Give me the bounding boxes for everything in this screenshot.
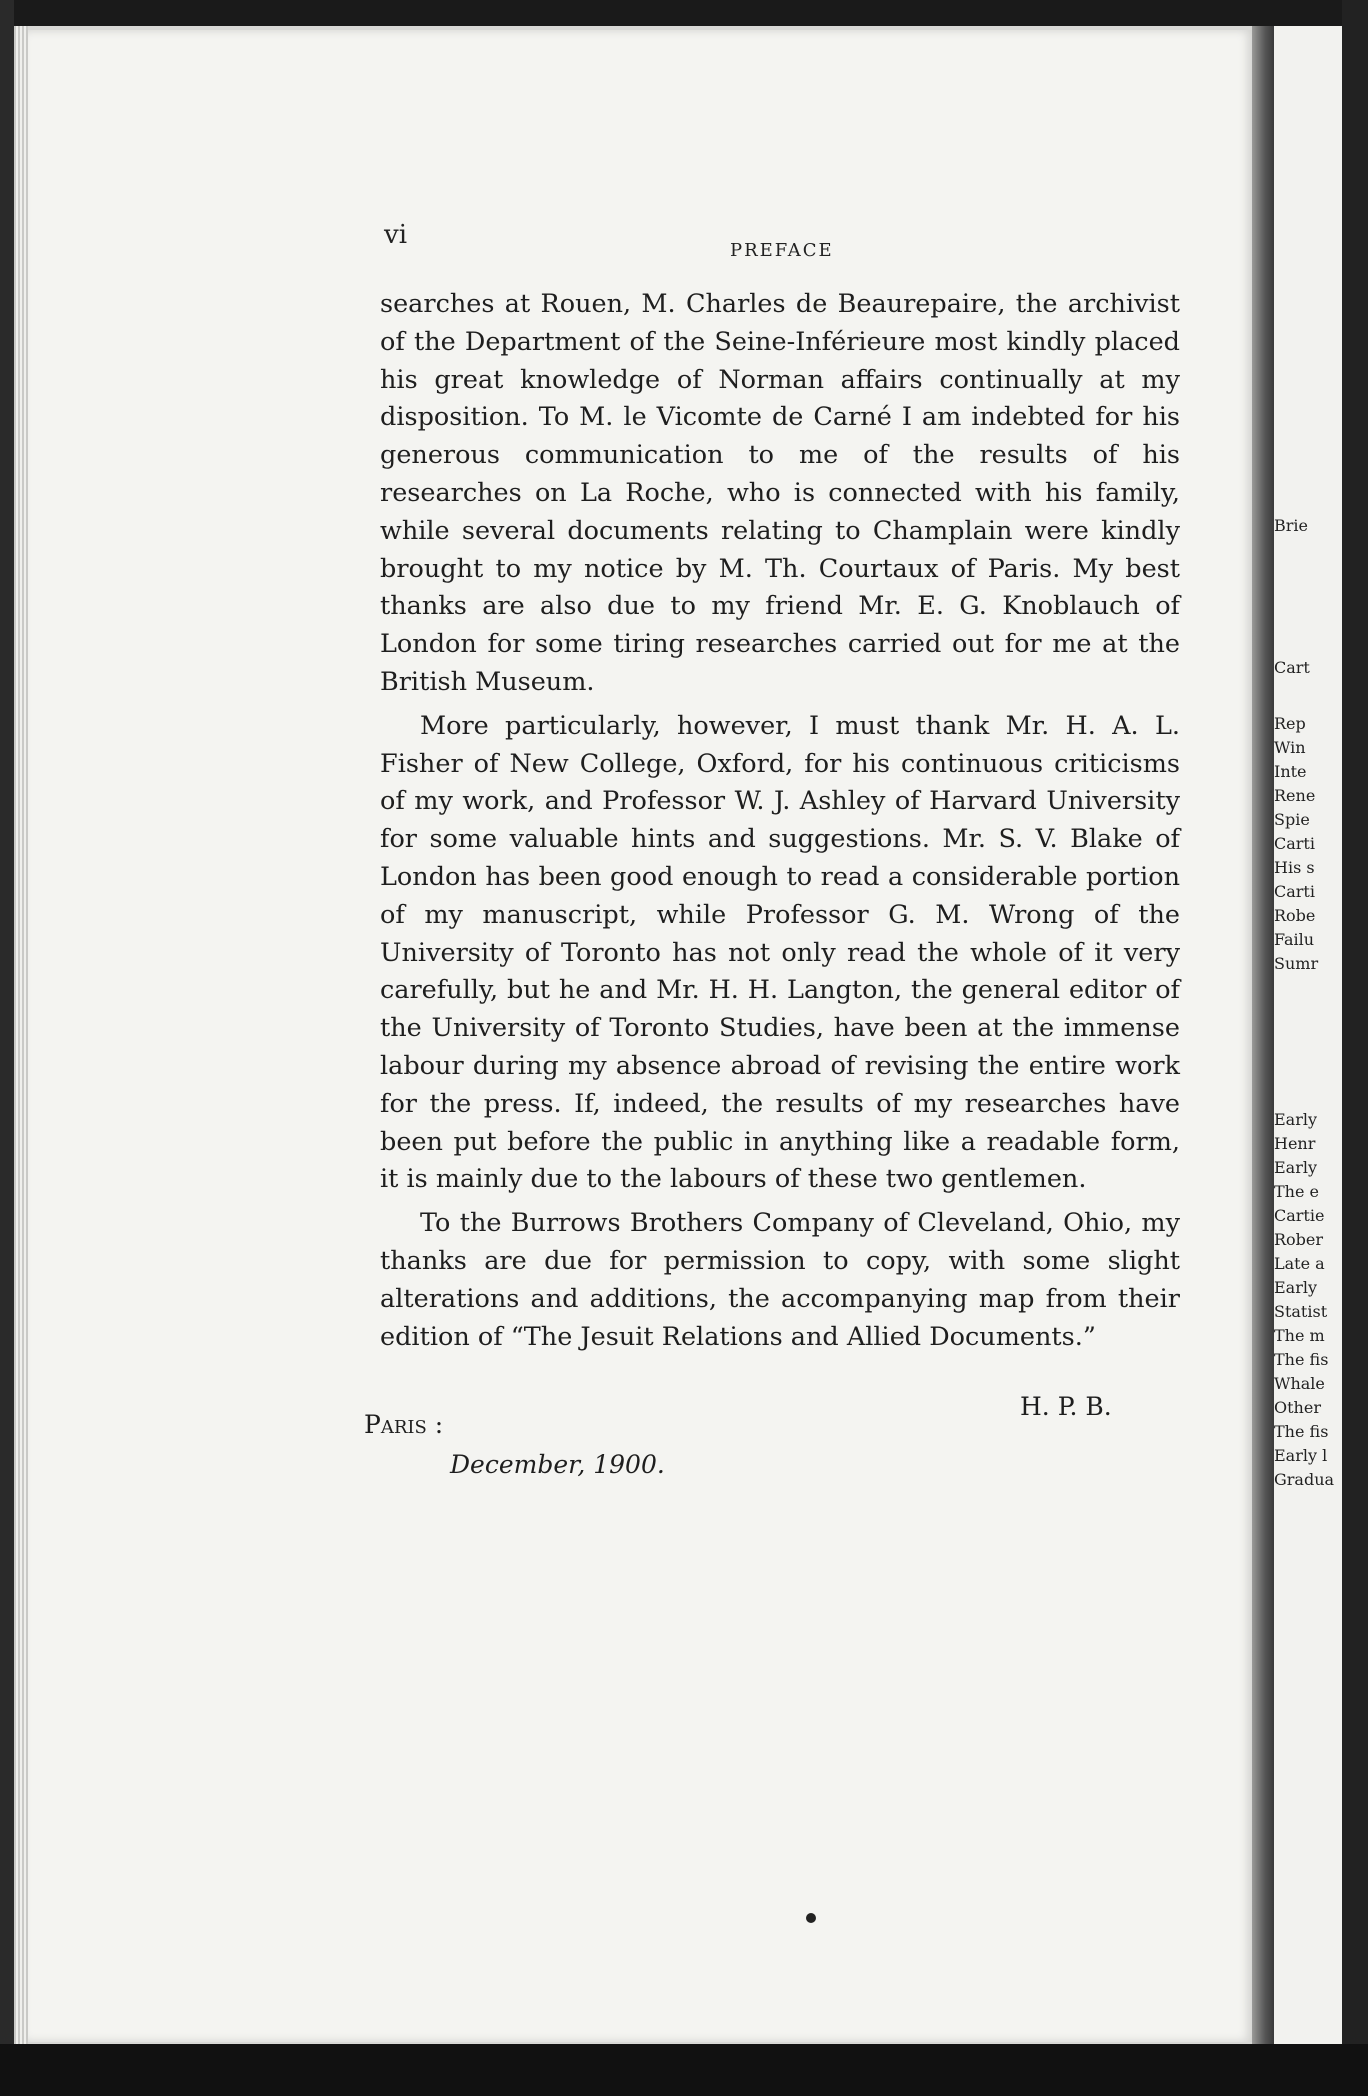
facing-item: Win (1274, 738, 1306, 757)
book-gutter (1252, 26, 1274, 2044)
facing-item: Rep (1274, 714, 1306, 733)
facing-item: Henr (1274, 1134, 1316, 1153)
scan-border-bottom (0, 2044, 1368, 2096)
facing-item: Spie (1274, 810, 1310, 829)
facing-item: Carti (1274, 834, 1315, 853)
facing-item: Inte (1274, 762, 1307, 781)
facing-item: Early l (1274, 1446, 1328, 1465)
preface-body (380, 286, 1180, 1356)
facing-item: Early (1274, 1158, 1318, 1177)
facing-item: The e (1274, 1182, 1319, 1201)
facing-item: Brie (1274, 516, 1308, 535)
paragraph-2: More particularly, however, I must thank Mr. H. A. L. Fisher of New College, Oxford, for his continuous criticisms of my work, and Professor W. J. Ashley of Harvard University for some valuable hints and suggestions. Mr. S. V. Blake of London has been good enough to read a considerable portion of my manuscript, while Professor G. M. Wrong of the University of Toronto has not only read the whole of it very carefully, but he and Mr. H. H. Langton, the general editor of the University of Toronto Studies, have been at the immense labour during my absence abroad of revising the entire work for the press. If, indeed, the results of my researches have been put before the public in anything like a readable form, it is mainly due to the labours of these two gentlemen. (380, 710, 1180, 1195)
facing-item: The fis (1274, 1422, 1329, 1441)
facing-item: Gradua (1274, 1470, 1335, 1489)
page-edges (14, 26, 28, 2044)
facing-item: Robe (1274, 906, 1316, 925)
facing-item: Sumr (1274, 954, 1319, 973)
facing-item: Early (1274, 1110, 1318, 1129)
scan-border-top (0, 0, 1368, 26)
facing-item: Failu (1274, 930, 1315, 949)
facing-item: Statist (1274, 1302, 1328, 1321)
page-number: vi (384, 220, 408, 250)
facing-item: Rober (1274, 1230, 1324, 1249)
facing-item: The m (1274, 1326, 1325, 1345)
scan-border-right (1342, 0, 1368, 2096)
paragraph-1: searches at Rouen, M. Charles de Beaurepaire, the archivist of the Department of the Seine-Inférieure most kindly placed his great knowledge of Norman affairs continually at my disposition. To M. le Vicomte de Carné I am indebted for his generous communication to me of the results of his researches on La Roche, who is connected with his family, while several documents relating to Champlain were kindly brought to my notice by M. Th. Courtaux of Paris. My best thanks are also due to my friend Mr. E. G. Knoblauch of London for some tiring researches carried out for me at the British Museum. (380, 289, 1180, 697)
facing-item: Other (1274, 1398, 1321, 1417)
facing-item: Cart (1274, 658, 1310, 677)
paragraph-3: To the Burrows Brothers Company of Cleveland, Ohio, my thanks are due for permission to copy, with some slight alterations and additions, the accompanying map from their edition of “The Jesuit Relations and Allied Documents.” (380, 1208, 1180, 1352)
facing-item: Whale (1274, 1374, 1325, 1393)
place-line: Paris : (364, 1410, 444, 1439)
author-initials: H. P. B. (1020, 1392, 1112, 1421)
running-head: PREFACE (730, 240, 834, 261)
facing-item: Rene (1274, 786, 1316, 805)
ink-dot (806, 1913, 816, 1923)
facing-item: The fis (1274, 1350, 1329, 1369)
facing-item: Early (1274, 1278, 1318, 1297)
scan-border-left (0, 0, 14, 2096)
facing-item: Carti (1274, 882, 1315, 901)
facing-page (1274, 26, 1344, 2044)
facing-item: Late a (1274, 1254, 1325, 1273)
date-line: December, 1900. (450, 1450, 665, 1479)
facing-item: His s (1274, 858, 1315, 877)
facing-item: Cartie (1274, 1206, 1325, 1225)
